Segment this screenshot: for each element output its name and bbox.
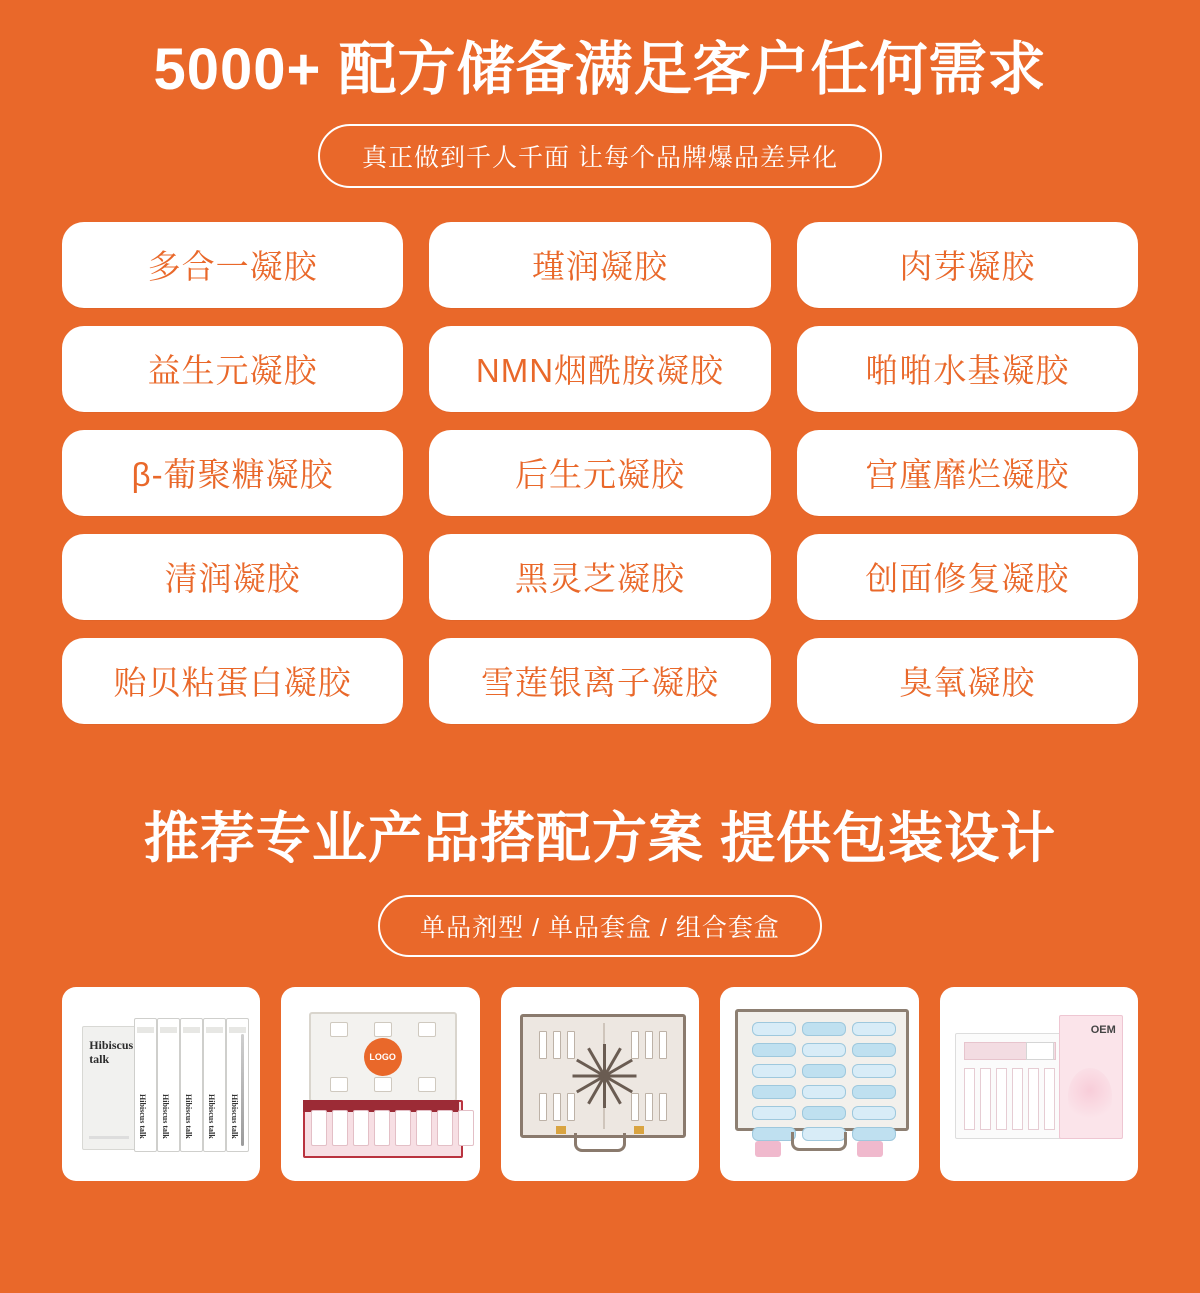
subtitle-pill-2: 单品剂型 / 单品套盒 / 组合套盒: [378, 895, 822, 957]
ampoule-column: [852, 1022, 896, 1141]
vial: [567, 1093, 575, 1121]
formula-chip[interactable]: β-葡聚糖凝胶: [62, 430, 403, 516]
ampoule: [802, 1064, 846, 1078]
ampoule: [852, 1106, 896, 1120]
case-handle: [791, 1132, 847, 1151]
lid-chip-row-bottom: [311, 1077, 455, 1092]
packaging-section: [0, 794, 1200, 1181]
case-latch: [556, 1126, 566, 1134]
case-base: [303, 1100, 463, 1158]
vial: [539, 1031, 547, 1059]
sachet-box-illustration: [76, 1004, 246, 1164]
sachet-label: Hibiscus talk: [161, 1094, 171, 1139]
ampoule: [752, 1106, 796, 1120]
flat-box-oem-illustration: [951, 1009, 1127, 1159]
page-title: 5000+ 配方储备满足客户任何需求: [153, 37, 1047, 102]
vial: [553, 1031, 561, 1059]
sachet: [157, 1018, 180, 1152]
vial: [659, 1093, 667, 1121]
formula-chip[interactable]: 肉芽凝胶: [797, 222, 1138, 308]
sachet-label: Hibiscus talk: [207, 1094, 217, 1139]
formula-chip[interactable]: 贻贝粘蛋白凝胶: [62, 638, 403, 724]
applicator-stick: [241, 1034, 244, 1146]
ampoule: [752, 1022, 796, 1036]
case-handle: [574, 1133, 626, 1152]
sachet: [203, 1018, 226, 1152]
ampoule: [1044, 1068, 1055, 1130]
ampoule: [852, 1085, 896, 1099]
vial: [645, 1093, 653, 1121]
product-card[interactable]: [501, 987, 699, 1181]
sachet-label: Hibiscus talk: [230, 1094, 240, 1139]
ampoule-row: [964, 1068, 1071, 1130]
sachet-label: Hibiscus talk: [138, 1094, 148, 1139]
vial: [553, 1093, 561, 1121]
ampoule: [852, 1043, 896, 1057]
case-slot-row: [311, 1110, 474, 1146]
ampoule: [1028, 1068, 1039, 1130]
vial: [631, 1093, 639, 1121]
formula-chip[interactable]: 后生元凝胶: [429, 430, 770, 516]
formula-chip[interactable]: NMN烟酰胺凝胶: [429, 326, 770, 412]
lid-chip-row: [311, 1022, 455, 1037]
box-divider: [89, 1136, 129, 1139]
case-slot: [416, 1110, 432, 1146]
formula-chip[interactable]: 雪莲银离子凝胶: [429, 638, 770, 724]
flower-graphic: [1068, 1068, 1112, 1124]
subtitle-pill-wrap-2: [0, 895, 1200, 957]
ampoule: [802, 1022, 846, 1036]
ampoule-column: [802, 1022, 846, 1141]
ampoule: [852, 1064, 896, 1078]
vial: [645, 1031, 653, 1059]
ampoule: [996, 1068, 1007, 1130]
case-slot: [395, 1110, 411, 1146]
box-brand-label-2: talk: [89, 1051, 110, 1066]
product-photo-row: [62, 987, 1138, 1181]
formula-chip[interactable]: 益生元凝胶: [62, 326, 403, 412]
logo-badge: LOGO: [364, 1038, 402, 1076]
case-slot: [458, 1110, 474, 1146]
sachet: [134, 1018, 157, 1152]
pink-package: [1059, 1015, 1123, 1139]
ampoule: [802, 1043, 846, 1057]
sachet-label: Hibiscus talk: [184, 1094, 194, 1139]
case-slot: [311, 1110, 327, 1146]
case-slot: [437, 1110, 453, 1146]
formula-chip[interactable]: 啪啪水基凝胶: [797, 326, 1138, 412]
ampoule: [1012, 1068, 1023, 1130]
formula-chip[interactable]: 臭氧凝胶: [797, 638, 1138, 724]
lid-chip: [418, 1022, 436, 1037]
ampoule: [752, 1043, 796, 1057]
vial: [631, 1031, 639, 1059]
vial: [567, 1031, 575, 1059]
case-lid: [309, 1012, 457, 1102]
vial: [659, 1031, 667, 1059]
ampoule: [752, 1085, 796, 1099]
subtitle-pill: 真正做到千人千面 让每个品牌爆品差异化: [318, 124, 882, 188]
lid-chip: [418, 1077, 436, 1092]
section-title: 推荐专业产品搭配方案 提供包装设计: [143, 806, 1057, 869]
paper-box: [82, 1026, 140, 1150]
briefcase-body: [735, 1009, 909, 1131]
box-brand-label: Hibiscus: [89, 1037, 134, 1052]
flat-display-box: [955, 1033, 1065, 1139]
ampoule: [752, 1064, 796, 1078]
ampoule: [802, 1106, 846, 1120]
briefcase-body: [520, 1014, 686, 1138]
ampoule: [852, 1022, 896, 1036]
ampoule: [802, 1085, 846, 1099]
formula-chip[interactable]: 瑾润凝胶: [429, 222, 770, 308]
accessory-pouch: [755, 1141, 781, 1157]
product-card[interactable]: [281, 987, 479, 1181]
ampoule: [752, 1127, 796, 1141]
formula-chip[interactable]: 宫廑靡烂凝胶: [797, 430, 1138, 516]
formula-chip-grid: [62, 222, 1138, 724]
ampoule: [852, 1127, 896, 1141]
logo-case-illustration: [295, 1004, 467, 1164]
lid-chip: [330, 1022, 348, 1037]
formula-chip[interactable]: 创面修复凝胶: [797, 534, 1138, 620]
subtitle-pill-wrap: [0, 124, 1200, 188]
formula-chip[interactable]: 黑灵芝凝胶: [429, 534, 770, 620]
formula-chip[interactable]: 清润凝胶: [62, 534, 403, 620]
starburst-briefcase-illustration: [514, 1008, 686, 1160]
case-latch: [634, 1126, 644, 1134]
sachet: [226, 1018, 249, 1152]
ampoule: [980, 1068, 991, 1130]
case-slot: [374, 1110, 390, 1146]
case-slot: [332, 1110, 348, 1146]
ampoule-briefcase-illustration: [731, 1005, 907, 1163]
product-card[interactable]: [720, 987, 918, 1181]
ampoule-column: [752, 1022, 796, 1141]
ampoule: [964, 1068, 975, 1130]
sachet: [180, 1018, 203, 1152]
oem-label: OEM: [1090, 1023, 1116, 1036]
lid-chip: [374, 1077, 392, 1092]
starburst-arrangement: [570, 1043, 636, 1109]
case-slot: [353, 1110, 369, 1146]
box-window: [1026, 1042, 1054, 1060]
lid-chip: [330, 1077, 348, 1092]
accessory-pouch: [857, 1141, 883, 1157]
formula-chip[interactable]: 多合一凝胶: [62, 222, 403, 308]
product-card[interactable]: [62, 987, 260, 1181]
vial: [539, 1093, 547, 1121]
product-card[interactable]: [940, 987, 1138, 1181]
lid-chip: [374, 1022, 392, 1037]
